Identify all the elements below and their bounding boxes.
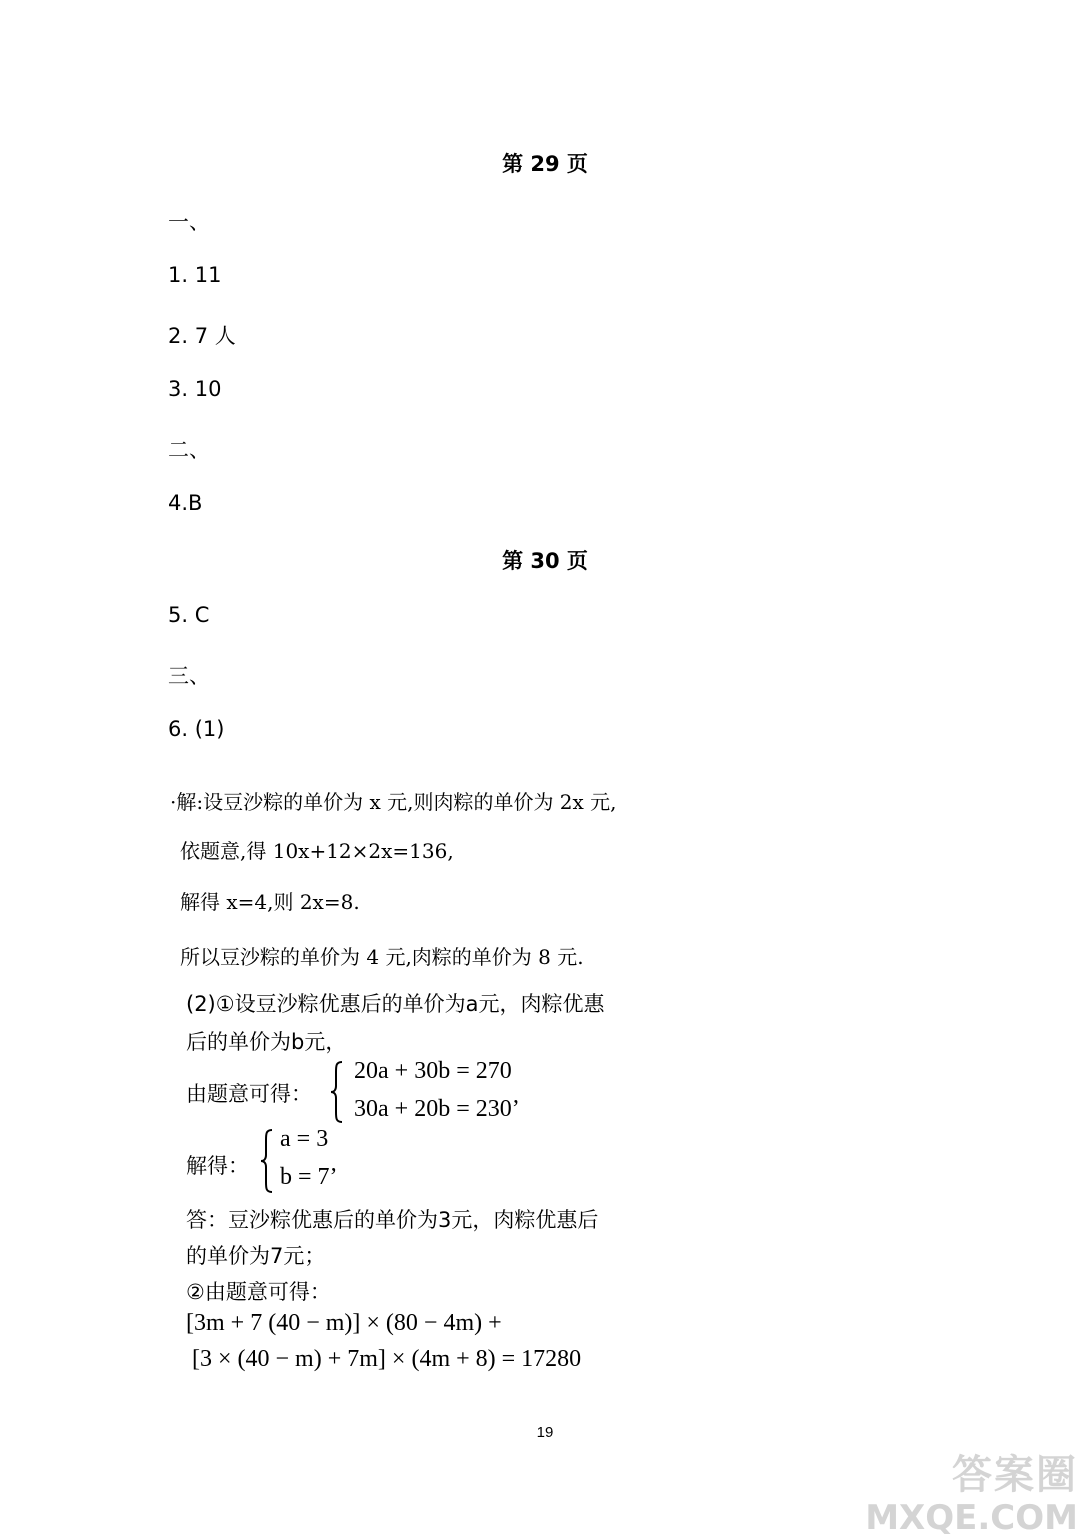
system1-equation2: 30a + 20b = 230’ — [354, 1096, 520, 1122]
watermark-logo — [865, 1443, 1078, 1536]
solution1-line3: 解得 x=4,则 2x=8. — [180, 890, 360, 914]
section-label-one: 一、 — [168, 210, 210, 234]
page-number: 19 — [536, 1424, 554, 1441]
solution2-line2: 后的单价为b元， — [186, 1030, 347, 1054]
page-heading-30: 第 30 页 — [502, 549, 588, 573]
part2-label: ②由题意可得： — [186, 1280, 331, 1304]
watermark-bottom-text: MXQE.COM — [865, 1498, 1078, 1538]
answer-item-5: 5. C — [168, 603, 210, 627]
solution2-line1: (2)①设豆沙粽优惠后的单价为a元，肉粽优惠 — [186, 992, 605, 1016]
section-label-three: 三、 — [168, 664, 210, 688]
answer-line1: 答：豆沙粽优惠后的单价为3元，肉粽优惠后 — [186, 1208, 599, 1232]
page-heading-29: 第 29 页 — [502, 152, 588, 176]
answer-item-2: 2. 7 人 — [168, 324, 236, 348]
answer-item-3: 3. 10 — [168, 377, 222, 401]
equation-line2: [3 × (40 − m) + 7m] × (4m + 8) = 17280 — [192, 1346, 582, 1372]
section-label-two: 二、 — [168, 438, 210, 462]
system1-equation1: 20a + 30b = 270 — [354, 1058, 512, 1084]
solution1-line1: ·解:设豆沙粽的单价为 x 元,则肉粽的单价为 2x 元, — [170, 790, 617, 814]
system2-equation2: b = 7’ — [280, 1164, 338, 1190]
answer-item-6: 6. (1) — [168, 717, 225, 741]
system2-equation1: a = 3 — [280, 1126, 329, 1152]
left-brace-icon — [260, 1128, 274, 1194]
system2-label: 解得： — [186, 1154, 249, 1178]
watermark-top-text: 答案圈 — [952, 1452, 1078, 1498]
answer-item-4: 4.B — [168, 491, 203, 515]
solution1-line2: 依题意,得 10x+12×2x=136, — [180, 839, 454, 863]
answer-line2: 的单价为7元； — [186, 1244, 326, 1268]
system1-label: 由题意可得： — [186, 1082, 312, 1106]
answer-item-1: 1. 11 — [168, 263, 222, 287]
solution1-line4: 所以豆沙粽的单价为 4 元,肉粽的单价为 8 元. — [180, 945, 584, 969]
left-brace-icon — [330, 1060, 344, 1124]
equation-line1: [3m + 7 (40 − m)] × (80 − 4m) + — [186, 1310, 502, 1336]
